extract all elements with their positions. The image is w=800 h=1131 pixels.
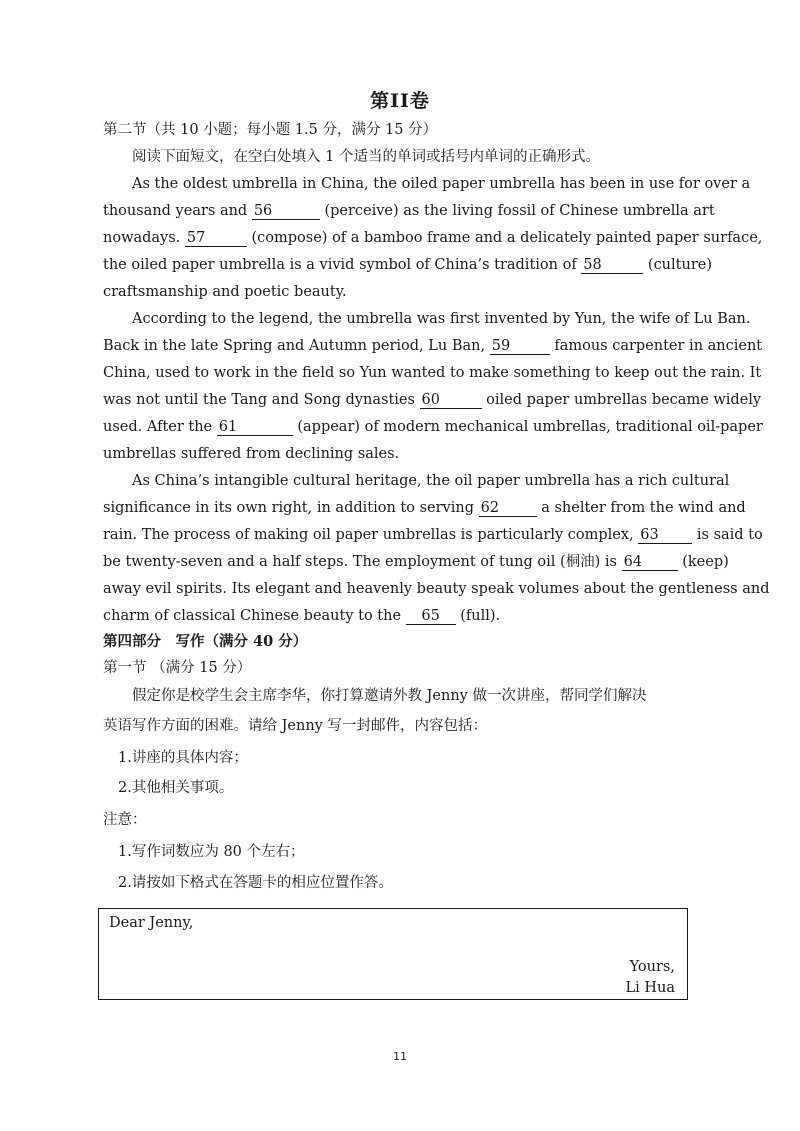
note-item: 2.请按如下格式在答题卡的相应位置作答。	[118, 875, 393, 891]
blank-62: 62	[479, 500, 537, 517]
blank-63: 63	[638, 527, 692, 544]
signature: Li Hua	[625, 980, 675, 996]
passage-line: Back in the late Spring and Autumn period, Lu Ban, 59 famous carpenter in ancient	[103, 338, 763, 354]
blank-59: 59	[490, 338, 550, 355]
closing-word: Yours,	[629, 959, 675, 975]
passage-line: As China’s intangible cultural heritage, the oil paper umbrella has a rich cultural	[132, 473, 730, 489]
prompt-line: 假定你是校学生会主席李华，你打算邀请外教 Jenny 做一次讲座，帮同学们解决	[132, 688, 647, 704]
page-number: 11	[393, 1050, 407, 1063]
blank-64: 64	[622, 554, 678, 571]
page-title: 第II卷	[370, 90, 430, 112]
passage-line: be twenty-seven and a half steps. The employment of tung oil (桐油) is 64 (keep)	[103, 554, 729, 570]
passage-line: significance in its own right, in addition to serving 62 a shelter from the wind and	[103, 500, 746, 516]
note-label: 注意：	[103, 812, 147, 828]
content-item: 1.讲座的具体内容；	[118, 750, 248, 766]
passage-line: As the oldest umbrella in China, the oiled paper umbrella has been in use for over a	[132, 176, 751, 192]
letter-format-box	[98, 908, 688, 1000]
note-item: 1.写作词数应为 80 个左右；	[118, 844, 305, 860]
passage-line: China, used to work in the field so Yun wanted to make something to keep out the rain. It	[103, 365, 762, 381]
blank-60: 60	[420, 392, 482, 409]
passage-line: used. After the 61 (appear) of modern mechanical umbrellas, traditional oil-paper	[103, 419, 763, 435]
passage-line: thousand years and 56 (perceive) as the living fossil of Chinese umbrella art	[103, 203, 715, 219]
blank-65: 65	[406, 608, 456, 625]
section1-header: 第一节 （满分 15 分）	[103, 660, 252, 676]
letter-greeting: Dear Jenny,	[109, 915, 194, 931]
section-header: 第二节（共 10 小题；每小题 1.5 分，满分 15 分）	[103, 122, 438, 138]
passage-line: According to the legend, the umbrella was first invented by Yun, the wife of Lu Ban.	[132, 311, 751, 327]
part4-header: 第四部分 写作（满分 40 分）	[103, 633, 308, 650]
blank-61: 61	[217, 419, 293, 436]
instruction: 阅读下面短文，在空白处填入 1 个适当的单词或括号内单词的正确形式。	[132, 149, 600, 165]
passage-line: away evil spirits. Its elegant and heavenly beauty speak volumes about the gentleness and	[103, 581, 770, 597]
passage-line: charm of classical Chinese beauty to the 65 (full).	[103, 608, 501, 624]
passage-line: nowadays. 57 (compose) of a bamboo frame and a delicately painted paper surface,	[103, 230, 763, 246]
blank-56: 56	[252, 203, 320, 220]
blank-57: 57	[185, 230, 247, 247]
passage-line: the oiled paper umbrella is a vivid symbol of China’s tradition of 58 (culture)	[103, 257, 712, 273]
content-item: 2.其他相关事项。	[118, 780, 234, 796]
passage-line: craftsmanship and poetic beauty.	[103, 284, 347, 300]
prompt-line: 英语写作方面的困难。请给 Jenny 写一封邮件，内容包括：	[103, 718, 487, 734]
passage-line: was not until the Tang and Song dynasties 60 oiled paper umbrellas became widely	[103, 392, 762, 408]
letter-closing	[625, 957, 675, 999]
passage-line: rain. The process of making oil paper umbrellas is particularly complex, 63 is said to	[103, 527, 763, 543]
blank-58: 58	[581, 257, 643, 274]
passage-line: umbrellas suffered from declining sales.	[103, 446, 400, 462]
